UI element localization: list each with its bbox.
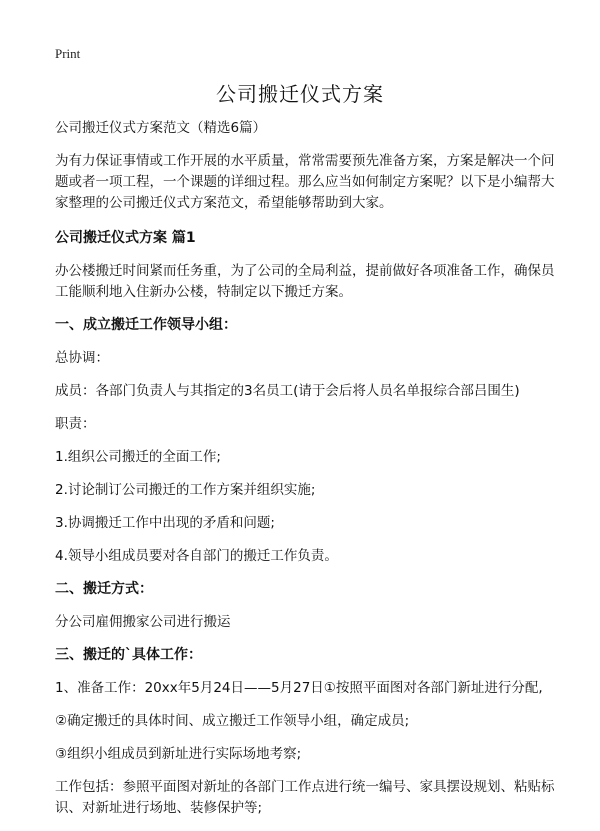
duty-item: 2.讨论制订公司搬迁的工作方案并组织实施; — [55, 482, 316, 498]
step-line: ②确定搬迁的具体时间、成立搬迁工作领导小组，确定成员; — [55, 713, 410, 729]
heading-leadership-group: 一、成立搬迁工作领导小组： — [55, 317, 237, 333]
purpose-paragraph: 办公楼搬迁时间紧而任务重，为了公司的全局利益，提前做好各项准备工作，确保员工能顺利地入住新办公楼，特制定以下搬迁方案。 — [55, 263, 555, 300]
duty-item: 3.协调搬迁工作中出现的矛盾和问题; — [55, 515, 275, 531]
article-subtitle: 公司搬迁仪式方案范文（精选6篇） — [55, 120, 267, 136]
method-line: 分公司雇佣搬家公司进行搬运 — [55, 614, 231, 630]
coordinator-line: 总协调： — [55, 350, 109, 366]
step-line: ③组织小组成员到新址进行实际场地考察; — [55, 746, 302, 762]
page-title: 公司搬迁仪式方案 — [216, 82, 384, 106]
work-includes-paragraph: 工作包括：参照平面图对新址的各部门工作点进行统一编号、家具摆设规划、粘贴标识、对新址进行场地、装修保护等; — [55, 779, 555, 816]
section-heading: 公司搬迁仪式方案 篇1 — [55, 230, 196, 246]
duty-item: 1.组织公司搬迁的全面工作; — [55, 449, 221, 465]
intro-paragraph: 为有力保证事情或工作开展的水平质量，常常需要预先准备方案，方案是解决一个问题或者一项工程，一个课题的详细过程。那么应当如何制定方案呢？以下是小编帮大家整理的公司搬迁仪式方案范文，希望能够帮助到大家。 — [55, 153, 555, 211]
article-body — [55, 118, 555, 831]
heading-specific-work: 三、搬迁的`具体工作： — [55, 647, 202, 663]
members-line: 成员：各部门负责人与其指定的3名员工(请于会后将人员名单报综合部吕围生) — [55, 383, 520, 399]
heading-moving-method: 二、搬迁方式： — [55, 581, 153, 597]
step-line: 1、准备工作：20xx年5月24日——5月27日①按照平面图对各部门新址进行分配, — [55, 680, 543, 696]
duty-item: 4.领导小组成员要对各自部门的搬迁工作负责。 — [55, 548, 338, 564]
print-link[interactable]: Print — [55, 46, 81, 61]
duties-label: 职责： — [55, 416, 96, 432]
